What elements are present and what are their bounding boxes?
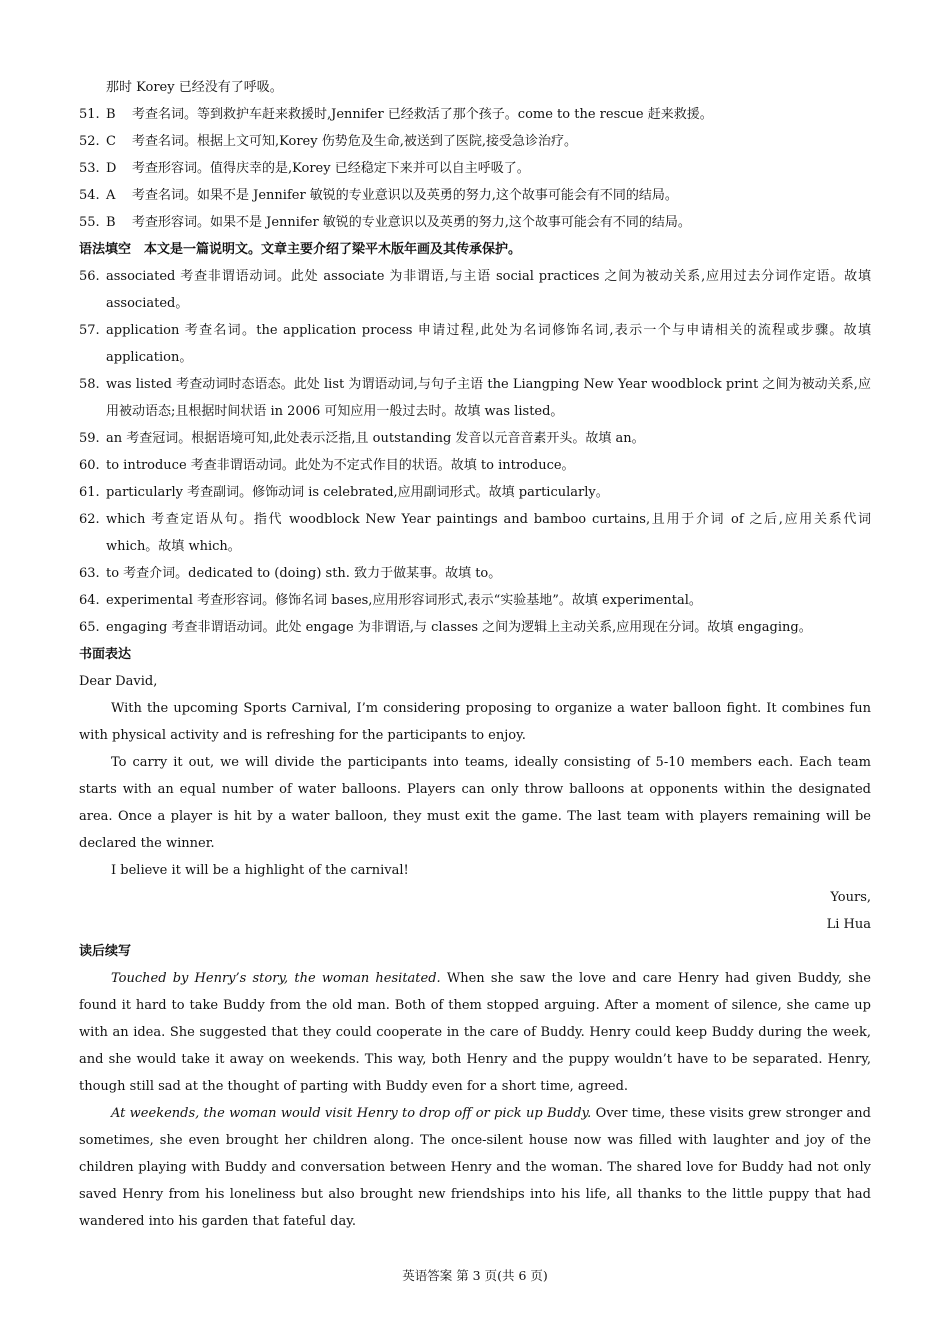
item-number: 56. — [79, 269, 100, 284]
answer-key: A — [106, 188, 116, 203]
item-number: 54. — [79, 188, 100, 203]
grammar-item — [79, 560, 871, 587]
answer-key: B — [106, 215, 116, 230]
answer-explanation: 考查形容词。如果不是 Jennifer 敏锐的专业意识以及英勇的努力,这个故事可能会有不同的结局。 — [132, 215, 691, 230]
letter-paragraph: I believe it will be a highlight of the carnival! — [111, 863, 409, 878]
answer-item — [79, 155, 871, 182]
intro-line: 那时 Korey 已经没有了呼吸。 — [106, 80, 283, 95]
continuation-heading: 读后续写 — [79, 944, 132, 959]
answer-item — [79, 128, 871, 155]
story-paragraph — [79, 965, 871, 1100]
item-number: 65. — [79, 620, 100, 635]
answer-page — [79, 74, 871, 1235]
item-number: 55. — [79, 215, 100, 230]
grammar-answers — [79, 263, 871, 641]
grammar-explanation: associated 考查非谓语动词。此处 associate 为非谓语,与主语 social practices 之间为被动关系,应用过去分词作定语。故填 associated。 — [106, 269, 871, 311]
grammar-explanation: engaging 考查非谓语动词。此处 engage 为非谓语,与 classes 之间为逻辑上主动关系,应用现在分词。故填 engaging。 — [106, 620, 812, 635]
grammar-item — [79, 263, 871, 317]
item-number: 64. — [79, 593, 100, 608]
letter-paragraph: With the upcoming Sports Carnival, I’m considering proposing to organize a water balloon fight. It combines fun with physical activity and is refreshing for the participants to enjoy. — [79, 701, 871, 743]
grammar-item — [79, 452, 871, 479]
answer-key: B — [106, 107, 116, 122]
answer-explanation: 考查名词。等到救护车赶来救援时,Jennifer 已经救活了那个孩子。come to the rescue 赶来救援。 — [132, 107, 713, 122]
grammar-item — [79, 371, 871, 425]
grammar-explanation: an 考查冠词。根据语境可知,此处表示泛指,且 outstanding 发音以元音音素开头。故填 an。 — [106, 431, 645, 446]
grammar-item — [79, 506, 871, 560]
item-number: 52. — [79, 134, 100, 149]
letter-salutation: Dear David, — [79, 674, 158, 689]
grammar-item — [79, 479, 871, 506]
story-body: When she saw the love and care Henry had given Buddy, she found it hard to take Buddy from the old man. Both of them stopped arguing. After a moment of silence, she came up with an idea. She suggested that they could cooperate in the care of Buddy. Henry could keep Buddy during the week, and she would take it away on weekends. This way, both Henry and the puppy wouldn’t have to be separated. Henry, though still sad at the thought of parting with Buddy even for a short time, agreed. — [79, 971, 871, 1094]
grammar-item — [79, 425, 871, 452]
item-number: 60. — [79, 458, 100, 473]
letter-paragraph: To carry it out, we will divide the participants into teams, ideally consisting of 5-10 members each. Each team starts with an equal number of water balloons. Players can only throw balloons at opponents within the designated area. Once a player is hit by a water balloon, they must exit the game. The last team with players remaining will be declared the winner. — [79, 755, 871, 851]
grammar-explanation: experimental 考查形容词。修饰名词 bases,应用形容词形式,表示“实验基地”。故填 experimental。 — [106, 593, 702, 608]
story-body: Over time, these visits grew stronger and sometimes, she even brought her children along. The once-silent house now was filled with laughter and joy of the children playing with Buddy and conversation between Henry and the woman. The shared love for Buddy had not only saved Henry from his loneliness but also brought new friendships into his life, all thanks to the little puppy that had wandered into his garden that fateful day. — [79, 1106, 872, 1229]
story-lead-sentence: Touched by Henry’s story, the woman hesitated. — [111, 971, 441, 986]
writing-heading: 书面表达 — [79, 647, 132, 662]
item-number: 62. — [79, 512, 100, 527]
answer-item — [79, 209, 871, 236]
story-paragraph — [79, 1100, 871, 1235]
grammar-explanation: application 考查名词。the application process 申请过程,此处为名词修饰名词,表示一个与申请相关的流程或步骤。故填 application。 — [106, 323, 871, 365]
grammar-explanation: was listed 考查动词时态语态。此处 list 为谓语动词,与句子主语 the Liangping New Year woodblock print 之间为被动关系,应用被动语态;且根据时间状语 in 2006 可知应用一般过去时。故填 was listed。 — [106, 377, 871, 419]
grammar-item — [79, 317, 871, 371]
grammar-explanation: to 考查介词。dedicated to (doing) sth. 致力于做某事。故填 to。 — [106, 566, 502, 581]
answer-explanation: 考查名词。如果不是 Jennifer 敏锐的专业意识以及英勇的努力,这个故事可能会有不同的结局。 — [132, 188, 678, 203]
story-lead-sentence: At weekends, the woman would visit Henry to drop off or pick up Buddy. — [111, 1106, 592, 1121]
item-number: 61. — [79, 485, 100, 500]
grammar-item — [79, 614, 871, 641]
grammar-explanation: which 考查定语从句。指代 woodblock New Year paintings and bamboo curtains,且用于介词 of 之后,应用关系代词 which。故填 which。 — [106, 512, 871, 554]
answer-item — [79, 101, 871, 128]
item-number: 59. — [79, 431, 100, 446]
page-footer: 英语答案 第 3 页(共 6 页) — [402, 1268, 548, 1283]
item-number: 51. — [79, 107, 100, 122]
cloze-answers — [79, 101, 871, 236]
answer-item — [79, 182, 871, 209]
answer-key: C — [106, 134, 116, 149]
answer-explanation: 考查名词。根据上文可知,Korey 伤势危及生命,被送到了医院,接受急诊治疗。 — [132, 134, 577, 149]
grammar-explanation: particularly 考查副词。修饰动词 is celebrated,应用副词形式。故填 particularly。 — [106, 485, 609, 500]
grammar-item — [79, 587, 871, 614]
item-number: 63. — [79, 566, 100, 581]
item-number: 58. — [79, 377, 100, 392]
item-number: 53. — [79, 161, 100, 176]
grammar-explanation: to introduce 考查非谓语动词。此处为不定式作目的状语。故填 to introduce。 — [106, 458, 575, 473]
answer-explanation: 考查形容词。值得庆幸的是,Korey 已经稳定下来并可以自主呼吸了。 — [132, 161, 530, 176]
answer-key: D — [106, 161, 117, 176]
letter-closing: Yours, — [830, 890, 871, 905]
letter-signature: Li Hua — [826, 917, 871, 932]
item-number: 57. — [79, 323, 100, 338]
grammar-heading: 语法填空 本文是一篇说明文。文章主要介绍了梁平木版年画及其传承保护。 — [79, 242, 522, 257]
